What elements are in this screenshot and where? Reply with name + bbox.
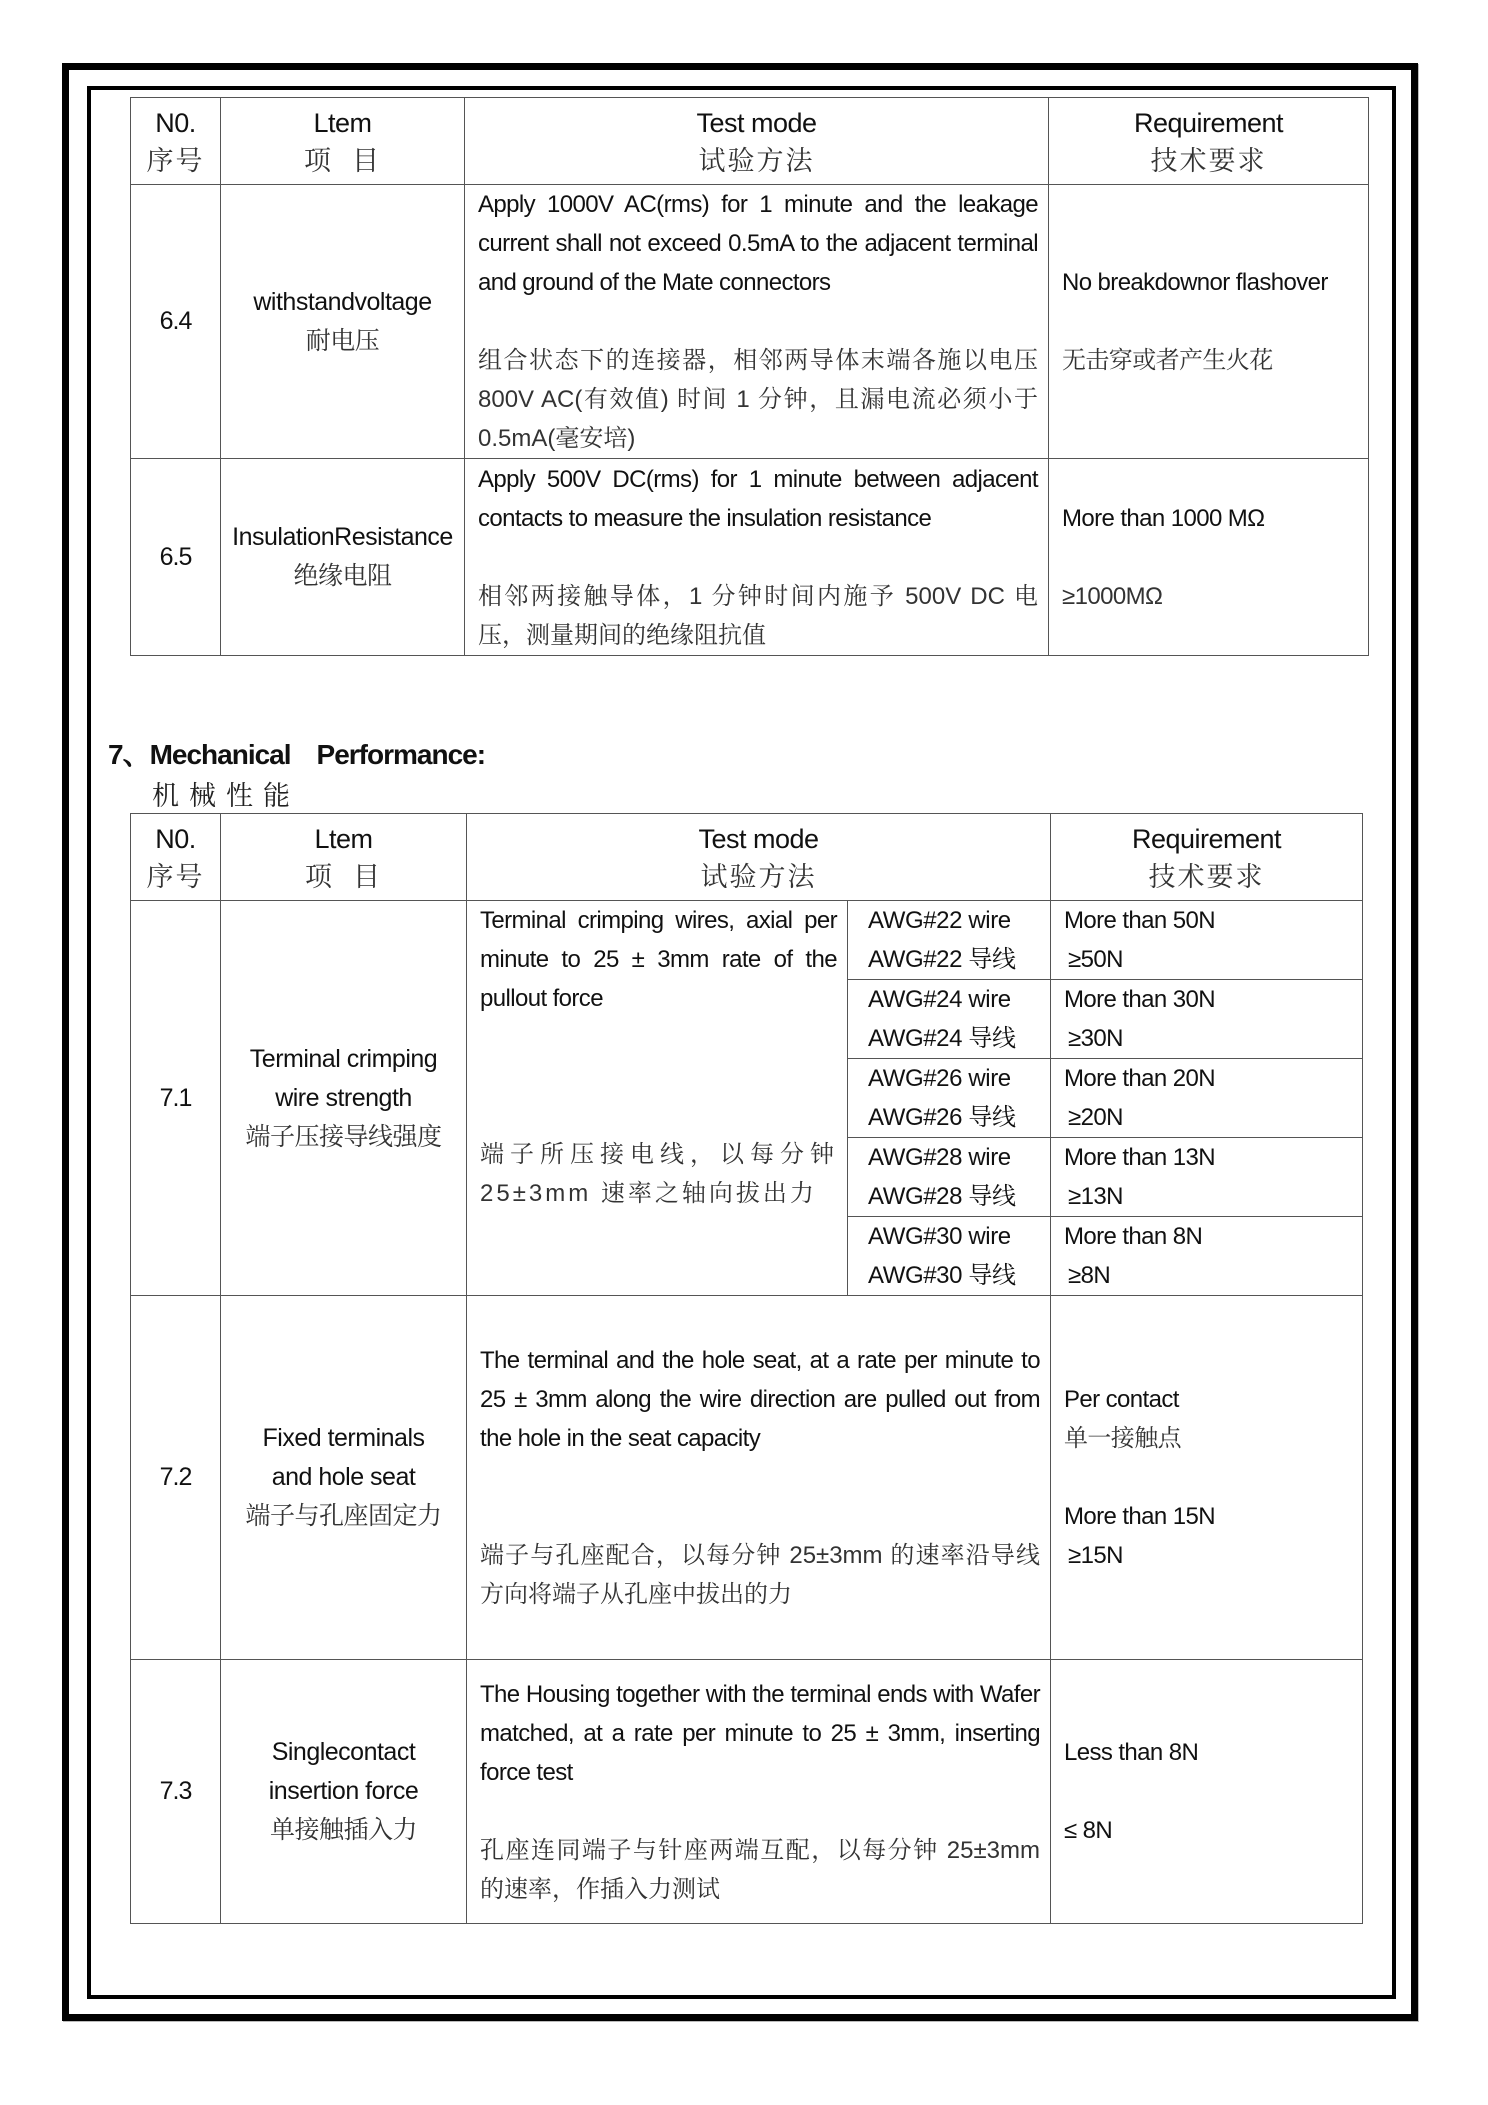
row-number: 7.3 [131,1660,221,1924]
header-test-mode: Test mode 试验方法 [465,98,1049,185]
row-number: 7.1 [131,901,221,1296]
row-item: withstandvoltage 耐电压 [221,185,465,459]
awg-wire-cell: AWG#26 wire AWG#26 导线 [848,1059,1051,1138]
table-row [131,1660,1363,1924]
row-requirement: Less than 8N ≤ 8N [1051,1660,1363,1924]
table-header-row [131,814,1363,901]
awg-wire-cell: AWG#22 wire AWG#22 导线 [848,901,1051,980]
row-test-mode: Terminal crimping wires, axial per minute to 25 ± 3mm rate of the pullout force 端子所压接电线，以每分钟 25±3mm 速率之轴向拔出力 [467,901,848,1296]
row-number: 7.2 [131,1296,221,1660]
row-requirement: More than 1000 MΩ ≥1000MΩ [1049,459,1369,656]
table-row [131,901,1363,980]
awg-requirement-cell: More than 20N ≥20N [1051,1059,1363,1138]
row-item: Singlecontact insertion force 单接触插入力 [221,1660,467,1924]
awg-requirement-cell: More than 30N ≥30N [1051,980,1363,1059]
header-item: Ltem 项 目 [221,814,467,901]
row-number: 6.5 [131,459,221,656]
awg-requirement-cell: More than 13N ≥13N [1051,1138,1363,1217]
header-requirement: Requirement 技术要求 [1049,98,1369,185]
section-title: 7、Mechanical Performance: [108,739,486,770]
section-subtitle: 机械性能 [152,781,300,811]
table-header-row [131,98,1369,185]
row-test-mode: Apply 1000V AC(rms) for 1 minute and the leakage current shall not exceed 0.5mA to the adjacent terminal and ground of the Mate connectors 组合状态下的连接器，相邻两导体末端各施以电压 800V AC(有效值) 时间 1 分钟，且漏电流必须小于 0.5mA(毫安培) [465,185,1049,459]
row-test-mode: Apply 500V DC(rms) for 1 minute between adjacent contacts to measure the insulation resistance 相邻两接触导体，1 分钟时间内施予 500V DC 电压，测量期间的绝缘阻抗值 [465,459,1049,656]
row-test-mode: The Housing together with the terminal ends with Wafer matched, at a rate per minute to 25 ± 3mm, inserting force test 孔座连同端子与针座两端互配，以每分钟 25±3mm 的速率，作插入力测试 [467,1660,1051,1924]
mechanical-performance-table [130,813,1363,1924]
electrical-performance-table [130,97,1369,656]
awg-wire-cell: AWG#30 wire AWG#30 导线 [848,1217,1051,1296]
header-no: N0. 序号 [131,98,221,185]
table-row [131,1296,1363,1660]
awg-wire-cell: AWG#24 wire AWG#24 导线 [848,980,1051,1059]
awg-requirement-cell: More than 50N ≥50N [1051,901,1363,980]
row-item: Fixed terminals and hole seat 端子与孔座固定力 [221,1296,467,1660]
row-requirement: Per contact 单一接触点 More than 15N ≥15N [1051,1296,1363,1660]
row-test-mode: The terminal and the hole seat, at a rate per minute to 25 ± 3mm along the wire direction are pulled out from the hole in the seat capacity 端子与孔座配合，以每分钟 25±3mm 的速率沿导线方向将端子从孔座中拔出的力 [467,1296,1051,1660]
row-item: InsulationResistance 绝缘电阻 [221,459,465,656]
header-item: Ltem 项 目 [221,98,465,185]
header-test-mode: Test mode 试验方法 [467,814,1051,901]
header-requirement: Requirement 技术要求 [1051,814,1363,901]
awg-requirement-cell: More than 8N ≥8N [1051,1217,1363,1296]
awg-wire-cell: AWG#28 wire AWG#28 导线 [848,1138,1051,1217]
row-number: 6.4 [131,185,221,459]
row-requirement: No breakdownor flashover 无击穿或者产生火花 [1049,185,1369,459]
table-row [131,459,1369,656]
table-row [131,185,1369,459]
header-no: N0. 序号 [131,814,221,901]
row-item: Terminal crimping wire strength 端子压接导线强度 [221,901,467,1296]
